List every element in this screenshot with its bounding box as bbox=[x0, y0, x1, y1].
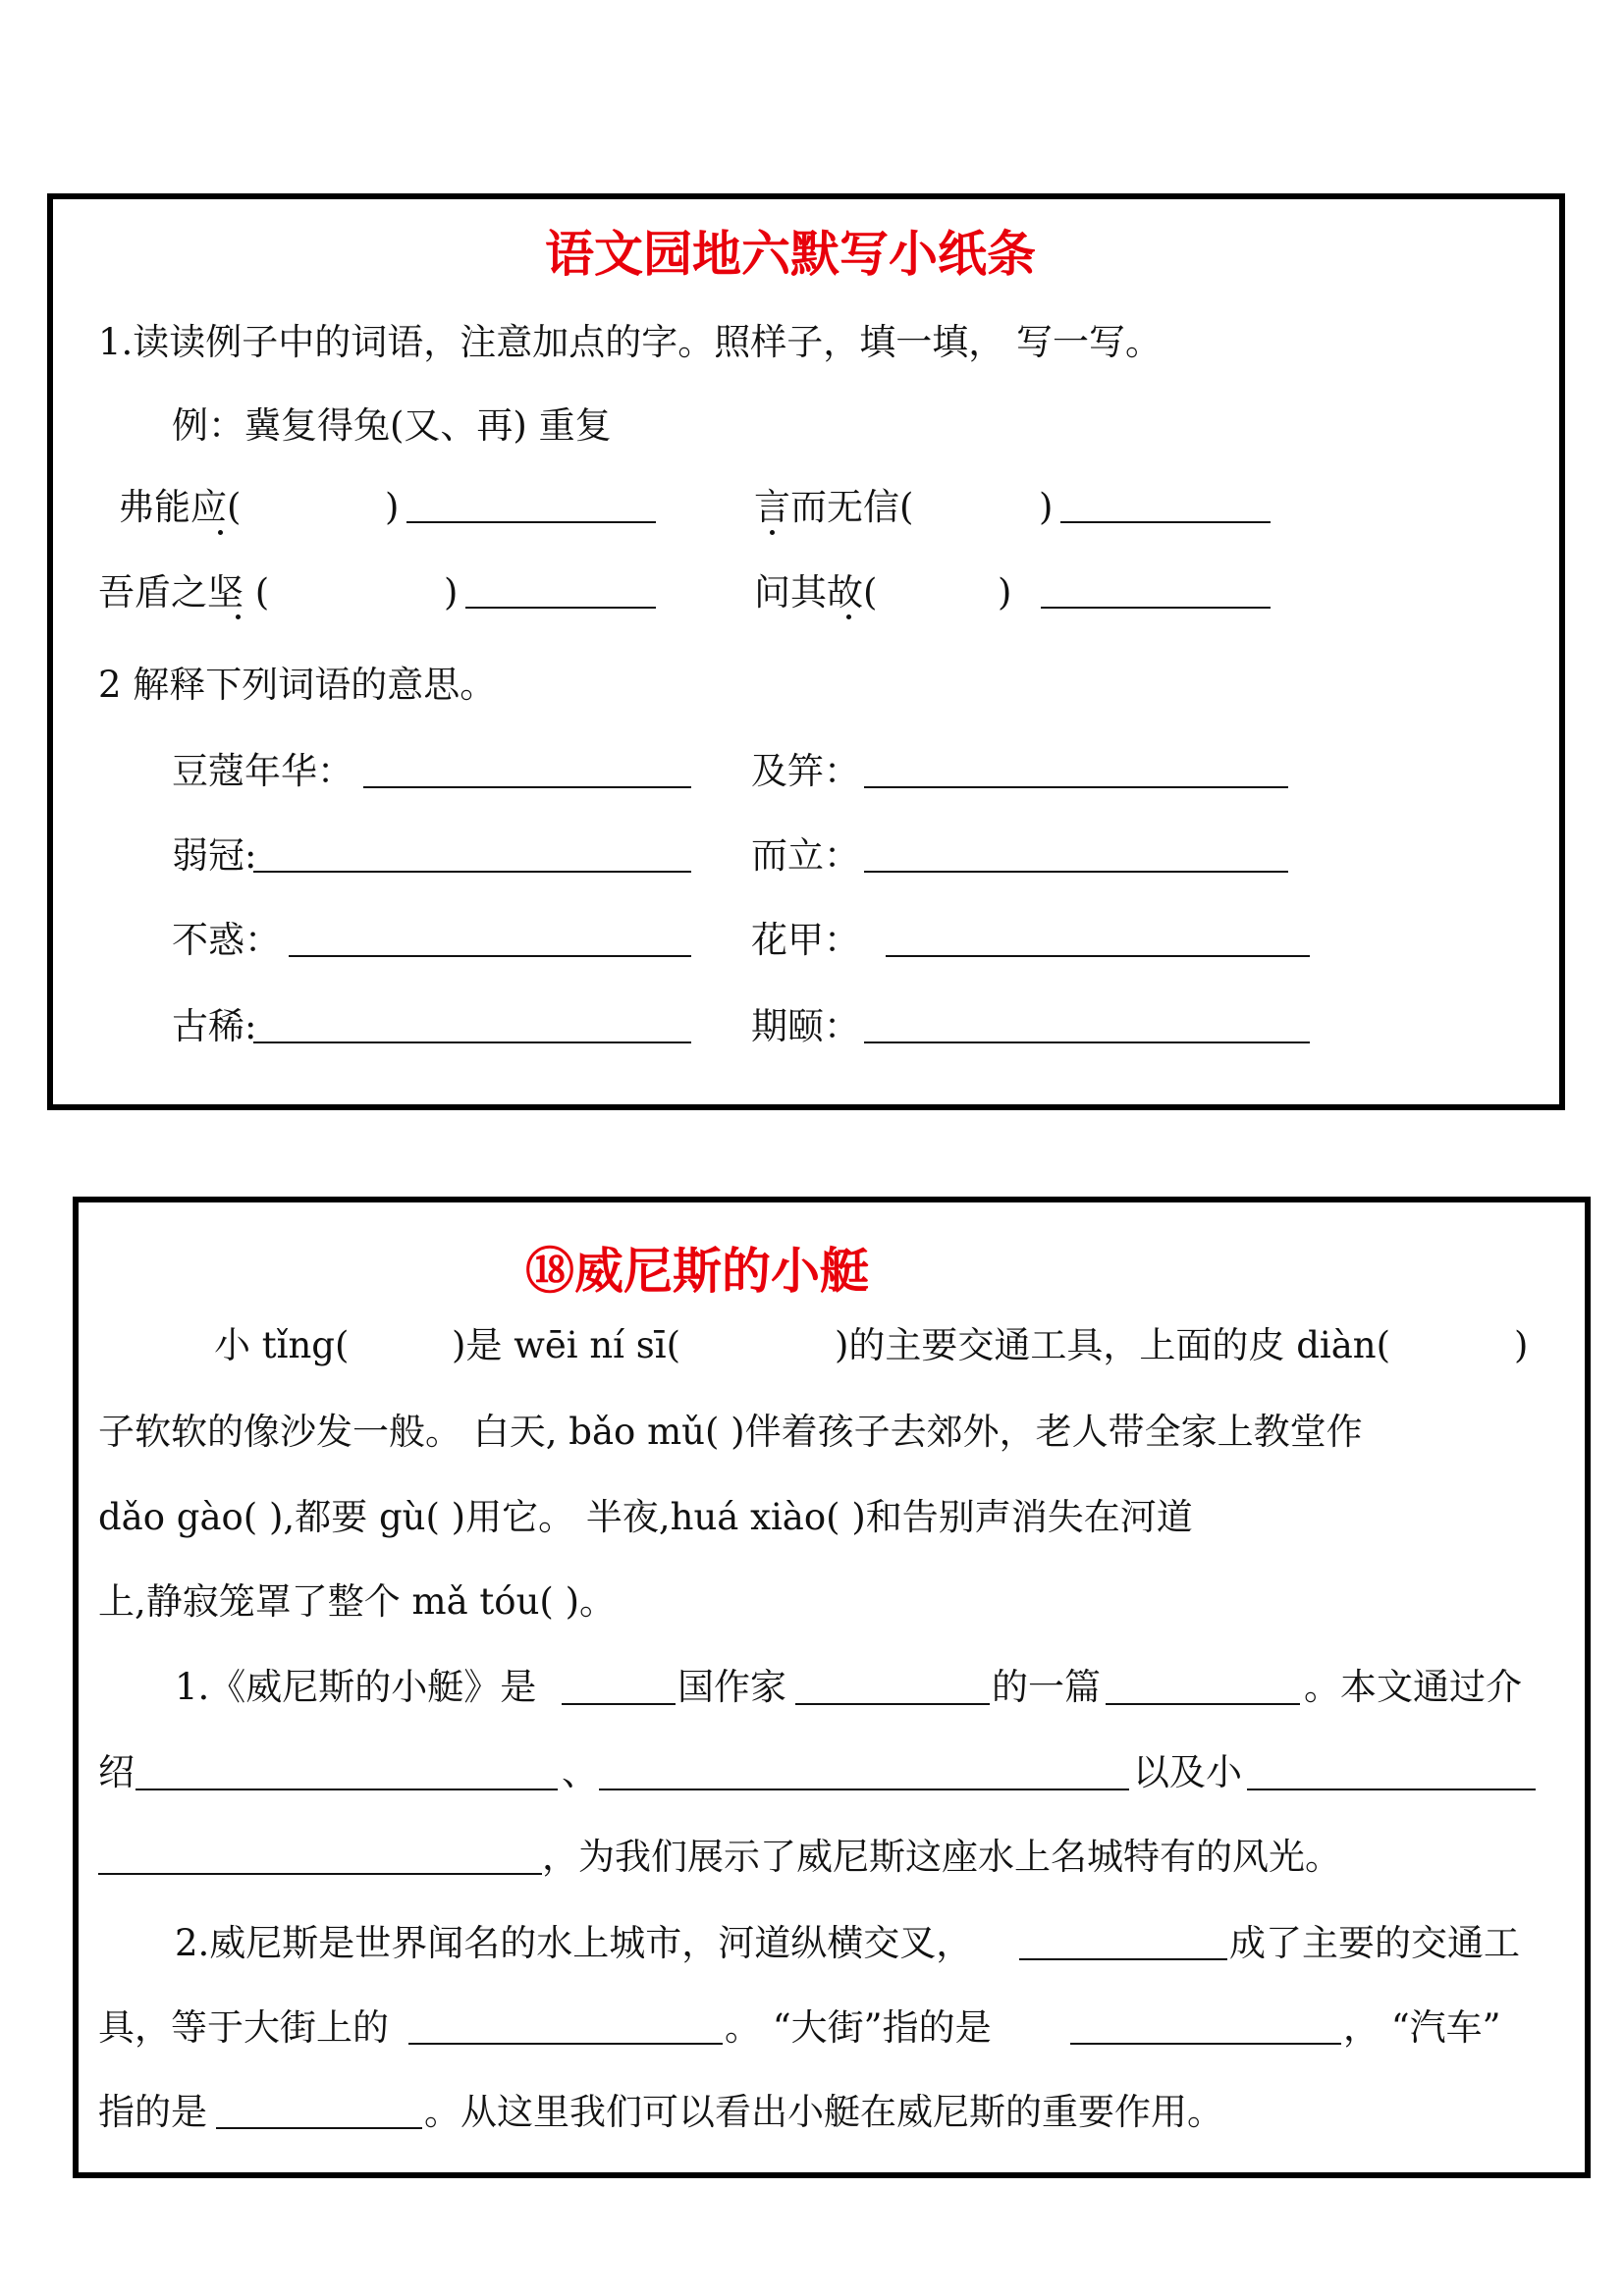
blank-intro-2[interactable] bbox=[599, 1789, 1129, 1790]
q2-text: 。 “大街”指的是 bbox=[725, 2006, 992, 2049]
q1-prompt: 1.读读例子中的词语，注意加点的字。照样子，填一填， 写一写。 bbox=[98, 321, 1163, 363]
passage-segment: )是 wēi ní sī( bbox=[452, 1324, 681, 1366]
passage-segment: ) bbox=[1514, 1324, 1529, 1366]
emphasis-dot bbox=[846, 614, 851, 619]
passage-segment: )的主要交通工具，上面的皮 diàn( bbox=[835, 1324, 1391, 1366]
blank-car-meaning[interactable] bbox=[216, 2127, 422, 2129]
q1-text: 的一篇 bbox=[992, 1666, 1101, 1708]
q1-item-3-close: ) bbox=[444, 571, 459, 614]
q1-item-2-close: ) bbox=[1039, 486, 1054, 528]
q1-item-1-label: 弗能应( bbox=[118, 486, 242, 528]
q1-item-4-label: 问其故( bbox=[754, 571, 878, 614]
q1-text: 。本文通过介 bbox=[1304, 1666, 1522, 1708]
q1-text: 1.《威尼斯的小艇》是 bbox=[175, 1666, 537, 1708]
q2-text: 指的是 bbox=[98, 2091, 207, 2133]
term-label: 弱冠: bbox=[172, 834, 257, 877]
term-blank[interactable] bbox=[886, 955, 1310, 957]
term-label: 而立： bbox=[751, 834, 860, 877]
q1-text: 绍 bbox=[98, 1751, 135, 1793]
q1-text: ，为我们展示了威尼斯这座水上名城特有的风光。 bbox=[542, 1836, 1341, 1878]
section-2-title: ⑱威尼斯的小艇 bbox=[525, 1243, 869, 1300]
blank-genre[interactable] bbox=[1106, 1703, 1300, 1705]
section-1-title: 语文园地六默写小纸条 bbox=[545, 226, 1036, 283]
term-label: 不惑： bbox=[172, 919, 281, 961]
q1-item-3-label: 吾盾之坚 ( bbox=[98, 571, 270, 614]
blank-intro-3-cont[interactable] bbox=[98, 1873, 542, 1875]
emphasis-dot bbox=[218, 530, 223, 535]
term-label: 花甲： bbox=[751, 919, 860, 961]
blank-intro-1[interactable] bbox=[135, 1789, 558, 1790]
q1-text: 国作家 bbox=[677, 1666, 786, 1708]
emphasis-dot bbox=[770, 530, 775, 535]
term-blank[interactable] bbox=[864, 871, 1288, 873]
term-blank[interactable] bbox=[864, 1041, 1310, 1043]
blank-intro-3[interactable] bbox=[1247, 1789, 1536, 1790]
term-blank[interactable] bbox=[864, 786, 1288, 788]
q1-item-4-close: ) bbox=[998, 571, 1012, 614]
term-label: 期颐： bbox=[751, 1005, 860, 1047]
blank-author[interactable] bbox=[795, 1703, 990, 1705]
blank-street-meaning[interactable] bbox=[1070, 2043, 1341, 2045]
blank-transport[interactable] bbox=[1019, 1958, 1227, 1960]
q2-prompt: 2 解释下列词语的意思。 bbox=[98, 664, 497, 706]
blank-street-equivalent[interactable] bbox=[408, 2043, 723, 2045]
term-label: 及笄： bbox=[751, 750, 860, 792]
q2-text: 具，等于大街上的 bbox=[98, 2006, 389, 2049]
term-blank[interactable] bbox=[289, 955, 691, 957]
q1-item-2-label: 言而无信( bbox=[754, 486, 914, 528]
q1-text: 、 bbox=[562, 1751, 598, 1793]
q2-text: ， “汽车” bbox=[1343, 2006, 1501, 2049]
term-blank[interactable] bbox=[363, 786, 691, 788]
passage-line: 子软软的像沙发一般。 白天, bǎo mǔ( )伴着孩子去郊外，老人带全家上教堂作 bbox=[98, 1411, 1363, 1453]
passage-line: dǎo gào( ),都要 gù( )用它。 半夜,huá xiào( )和告别声消失在河道 bbox=[98, 1496, 1193, 1538]
term-blank[interactable] bbox=[253, 1041, 691, 1043]
q1-item-2-blank[interactable] bbox=[1060, 521, 1271, 523]
blank-country[interactable] bbox=[562, 1703, 676, 1705]
term-blank[interactable] bbox=[253, 871, 691, 873]
q2-text: 成了主要的交通工 bbox=[1229, 1922, 1520, 1964]
q1-item-1-close: ) bbox=[385, 486, 400, 528]
passage-line: 上,静寂笼罩了整个 mǎ tóu( )。 bbox=[98, 1580, 617, 1623]
q2-text: 。从这里我们可以看出小艇在威尼斯的重要作用。 bbox=[424, 2091, 1223, 2133]
q1-item-1-blank[interactable] bbox=[406, 521, 656, 523]
passage-segment: 小 tǐng( bbox=[214, 1324, 350, 1366]
emphasis-dot bbox=[236, 614, 241, 619]
q1-example: 例：冀复得兔(又、再) 重复 bbox=[172, 404, 612, 447]
q1-item-4-blank[interactable] bbox=[1041, 607, 1271, 609]
q2-text: 2.威尼斯是世界闻名的水上城市，河道纵横交叉， bbox=[175, 1922, 973, 1964]
term-label: 古稀: bbox=[172, 1005, 257, 1047]
q1-item-3-blank[interactable] bbox=[465, 607, 656, 609]
q1-text: 以及小 bbox=[1133, 1751, 1242, 1793]
term-label: 豆蔻年华： bbox=[172, 750, 353, 792]
